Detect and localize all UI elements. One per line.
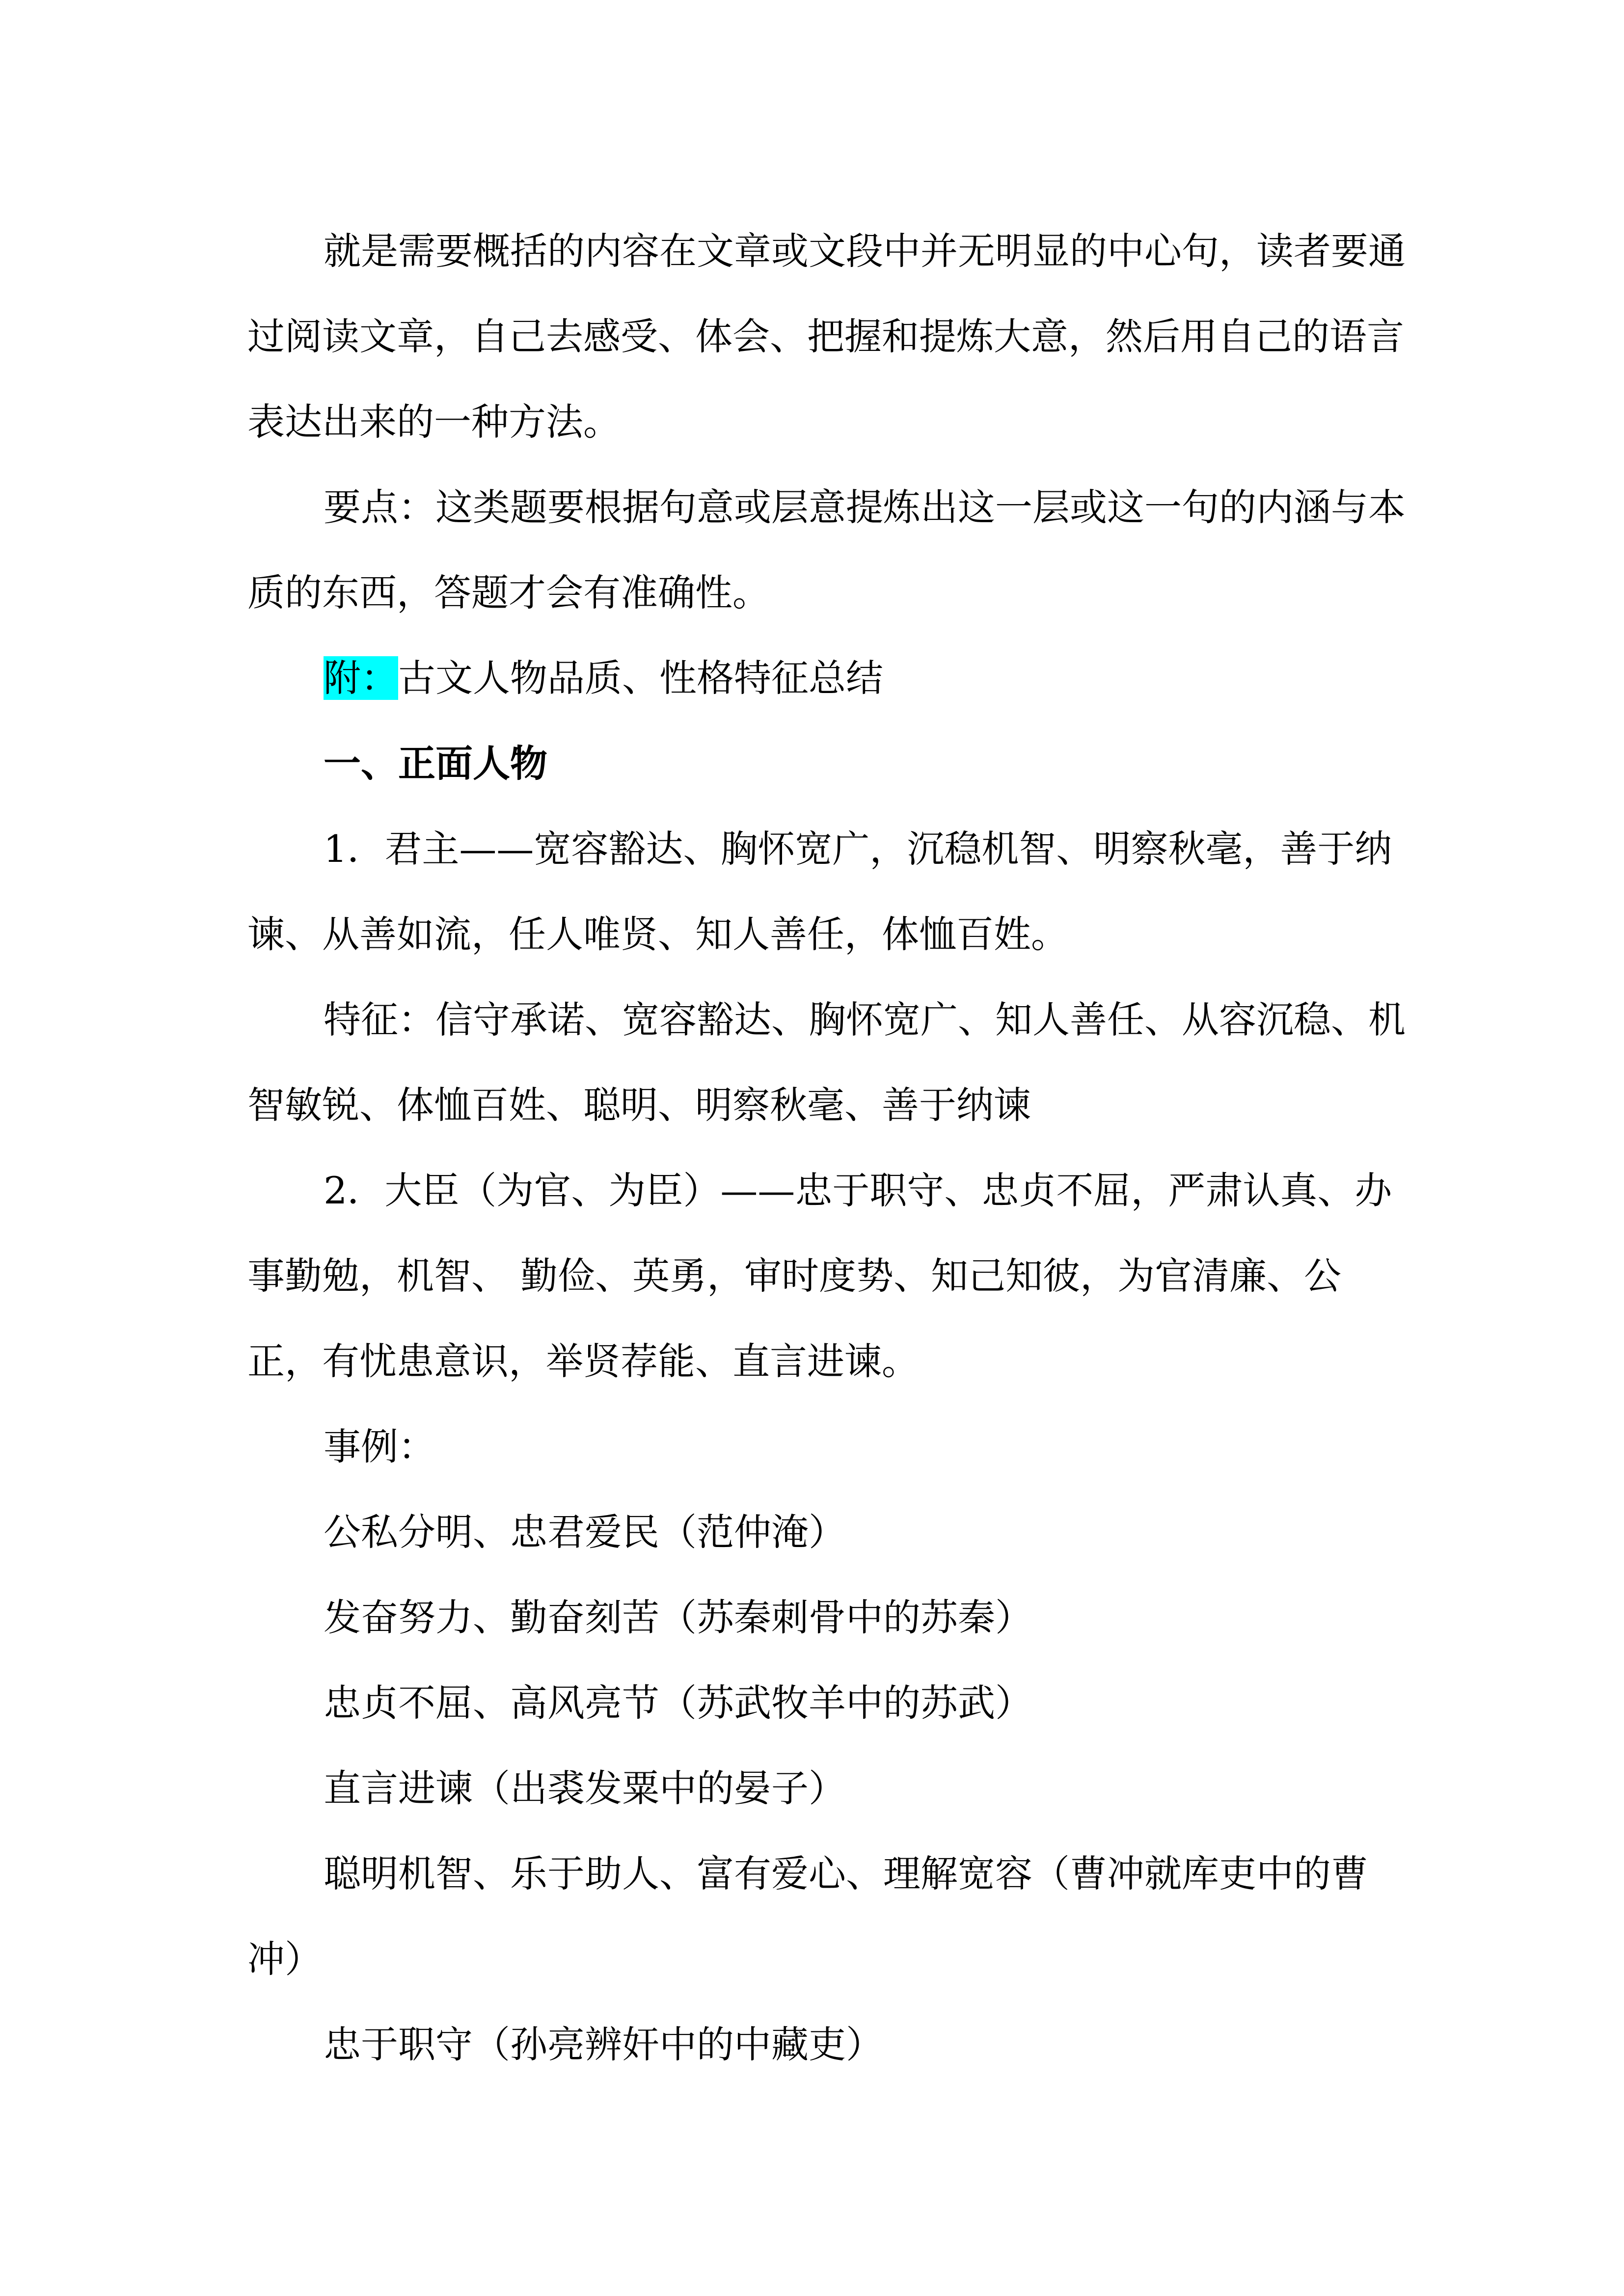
paragraph-examples-label: 事例：: [324, 1425, 435, 1468]
example-item: 忠贞不屈、高风亮节（苏武牧羊中的苏武）: [324, 1681, 1032, 1725]
paragraph-monarch-traits: 特征：信守承诺、宽容豁达、胸怀宽广、知人善任、从容沉稳、机智敏锐、体恤百姓、聪明、明察秋毫、善于纳谏: [247, 998, 1406, 1127]
paragraph-appendix-title: [247, 636, 1406, 721]
section-heading-positive-figures: 一、正面人物: [324, 742, 547, 785]
example-item: 直言进谏（出裘发粟中的晏子）: [324, 1766, 846, 1810]
example-item: 公私分明、忠君爱民（范仲淹）: [324, 1510, 846, 1554]
appendix-title-text: 古文人物品质、性格特征总结: [398, 656, 883, 700]
paragraph-ministers: 2．大臣（为官、为臣）——忠于职守、忠贞不屈，严肃认真、办事勤勉，机智、 勤俭、英勇，审时度势、知己知彼，为官清廉、公正，有忧患意识，举贤荐能、直言进谏。: [247, 1169, 1392, 1383]
paragraph-monarch: 1．君主——宽容豁达、胸怀宽广，沉稳机智、明察秋毫，善于纳谏、从善如流，任人唯贤、知人善任，体恤百姓。: [247, 827, 1392, 956]
example-item: 发奋努力、勤奋刻苦（苏秦刺骨中的苏秦）: [324, 1596, 1032, 1639]
paragraph-key-points: 要点：这类题要根据句意或层意提炼出这一层或这一句的内涵与本质的东西，答题才会有准确性。: [247, 485, 1406, 614]
example-item: 聪明机智、乐于助人、富有爱心、理解宽容（曹冲就库吏中的曹冲）: [247, 1852, 1368, 1981]
example-item: 忠于职守（孙亮辨奸中的中藏吏）: [324, 2023, 883, 2066]
appendix-highlight-label: 附：: [324, 656, 398, 700]
paragraph-summary-method: 就是需要概括的内容在文章或文段中并无明显的中心句，读者要通过阅读文章，自己去感受、体会、把握和提炼大意，然后用自己的语言表达出来的一种方法。: [247, 229, 1406, 444]
document-body: [247, 209, 1406, 2087]
